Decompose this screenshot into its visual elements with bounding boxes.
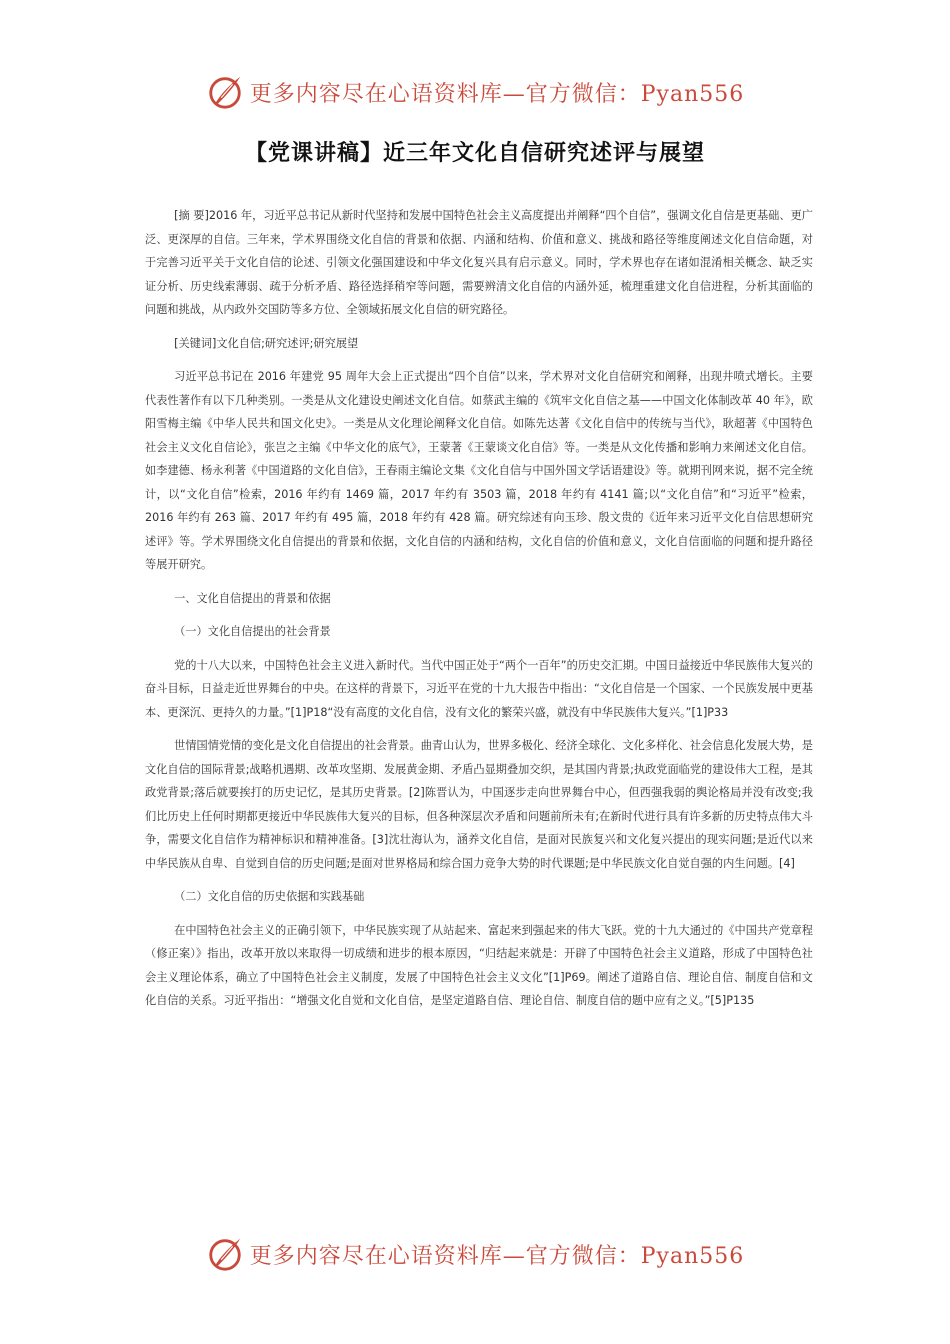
- banner-inner: [206, 73, 745, 111]
- top-watermark-banner: [0, 70, 950, 114]
- keywords-paragraph: [关键词]文化自信;研究述评;研究展望: [174, 336, 359, 350]
- subsection-heading: （一）文化自信提出的社会背景: [174, 625, 331, 638]
- banner-text: 更多内容尽在心语资料库—官方微信：Pyan556: [249, 81, 745, 107]
- quill-logo-icon: [206, 73, 244, 111]
- bottom-watermark-banner: [0, 1232, 950, 1276]
- banner-inner: [206, 1235, 745, 1273]
- document-body: [145, 204, 813, 1023]
- abstract-paragraph: [摘 要]2016 年，习近平总书记从新时代坚持和发展中国特色社会主义高度提出并阐释“四个自信”，强调文化自信是更基础、更广泛、更深厚的自信。三年来，学术界围绕文化自信的背景和依据、内涵和结构、价值和意义、挑战和路径等维度阐述文化自信命题，对于完善习近平关于文化自信的论述、引领文化强国建设和中华文化复兴具有启示意义。同时，学术界也存在诸如混淆相关概念、缺乏实证分析、历史线索薄弱、疏于分析矛盾、路径选择稍窄等问题，需要辨清文化自信的内涵外延，梳理重建文化自信进程，分析其面临的问题和挑战，从内政外交国防等多方位、全领域拓展文化自信的研究路径。: [145, 209, 813, 316]
- body-paragraph: 习近平总书记在 2016 年建党 95 周年大会上正式提出“四个自信”以来，学术界对文化自信研究和阐释，出现井喷式增长。主要代表性著作有以下几种类别。一类是从文化建设史阐述文化自信。如蔡武主编的《筑牢文化自信之基——中国文化体制改革 40 年》，欧阳雪梅主编《中华人民共和国文化史》。一类是从文化理论阐释文化自信。如陈先达著《文化自信中的传统与当代》，耿超著《中国特色社会主义文化自信论》，张岂之主编《中华文化的底气》，王蒙著《王蒙谈文化自信》等。一类是从文化传播和影响力来阐述文化自信。如李建德、杨永利著《中国道路的文化自信》，王春雨主编论文集《文化自信与中国外国文学话语建设》等。就期刊网来说，据不完全统计，以“文化自信”检索，2016 年约有 1469 篇，2017 年约有 3503 篇，2018 年约有 4141 篇;以“文化自信”和“习近平”检索，2016 年约有 263 篇、2017 年约有 495 篇，2018 年约有 428 篇。研究综述有向玉珍、殷文贵的《近年来习近平文化自信思想研究述评》等。学术界围绕文化自信提出的背景和依据，文化自信的内涵和结构，文化自信的价值和意义，文化自信面临的问题和提升路径等展开研究。: [145, 370, 813, 571]
- subsection-heading: （二）文化自信的历史依据和实践基础: [174, 890, 365, 903]
- body-paragraph: 在中国特色社会主义的正确引领下，中华民族实现了从站起来、富起来到强起来的伟大飞跃。党的十九大通过的《中国共产党章程（修正案）》指出，改革开放以来取得一切成绩和进步的根本原因，“归结起来就是：开辟了中国特色社会主义道路，形成了中国特色社会主义理论体系，确立了中国特色社会主义制度，发展了中国特色社会主义文化”[1]P69。阐述了道路自信、理论自信、制度自信和文化自信的关系。习近平指出：“增强文化自觉和文化自信，是坚定道路自信、理论自信、制度自信的题中应有之义。”[5]P135: [145, 923, 813, 1007]
- body-paragraph: 党的十八大以来，中国特色社会主义进入新时代。当代中国正处于“两个一百年”的历史交汇期。中国日益接近中华民族伟大复兴的奋斗目标，日益走近世界舞台的中央。在这样的背景下，习近平在党的十九大报告中指出：“文化自信是一个国家、一个民族发展中更基本、更深沉、更持久的力量。”[1]P18“没有高度的文化自信，没有文化的繁荣兴盛，就没有中华民族伟大复兴。”[1]P33: [145, 658, 813, 719]
- quill-logo-icon: [206, 1235, 244, 1273]
- document-title: 【党课讲稿】近三年文化自信研究述评与展望: [244, 141, 705, 166]
- section-heading: 一、文化自信提出的背景和依据: [174, 591, 331, 605]
- body-paragraph: 世情国情党情的变化是文化自信提出的社会背景。曲青山认为，世界多极化、经济全球化、文化多样化、社会信息化发展大势，是文化自信的国际背景;战略机遇期、改革攻坚期、发展黄金期、矛盾凸显期叠加交织，是其国内背景;执政党面临党的建设伟大工程，是其政党背景;落后就要挨打的历史记忆，是其历史背景。[2]陈晋认为，中国逐步走向世界舞台中心，但西强我弱的舆论格局并没有改变;我们比历史上任何时期都更接近中华民族伟大复兴的目标，但各种深层次矛盾和问题前所未有;在新时代进行具有许多新的历史特点伟大斗争，需要文化自信作为精神标识和精神准备。[3]沈壮海认为，涵养文化自信，是面对民族复兴和文化复兴提出的现实问题;是近代以来中华民族从自卑、自觉到自信的历史问题;是面对世界格局和综合国力竞争大势的时代课题;是中华民族文化自觉自强的内生问题。[4]: [145, 739, 813, 870]
- banner-text: 更多内容尽在心语资料库—官方微信：Pyan556: [249, 1243, 745, 1269]
